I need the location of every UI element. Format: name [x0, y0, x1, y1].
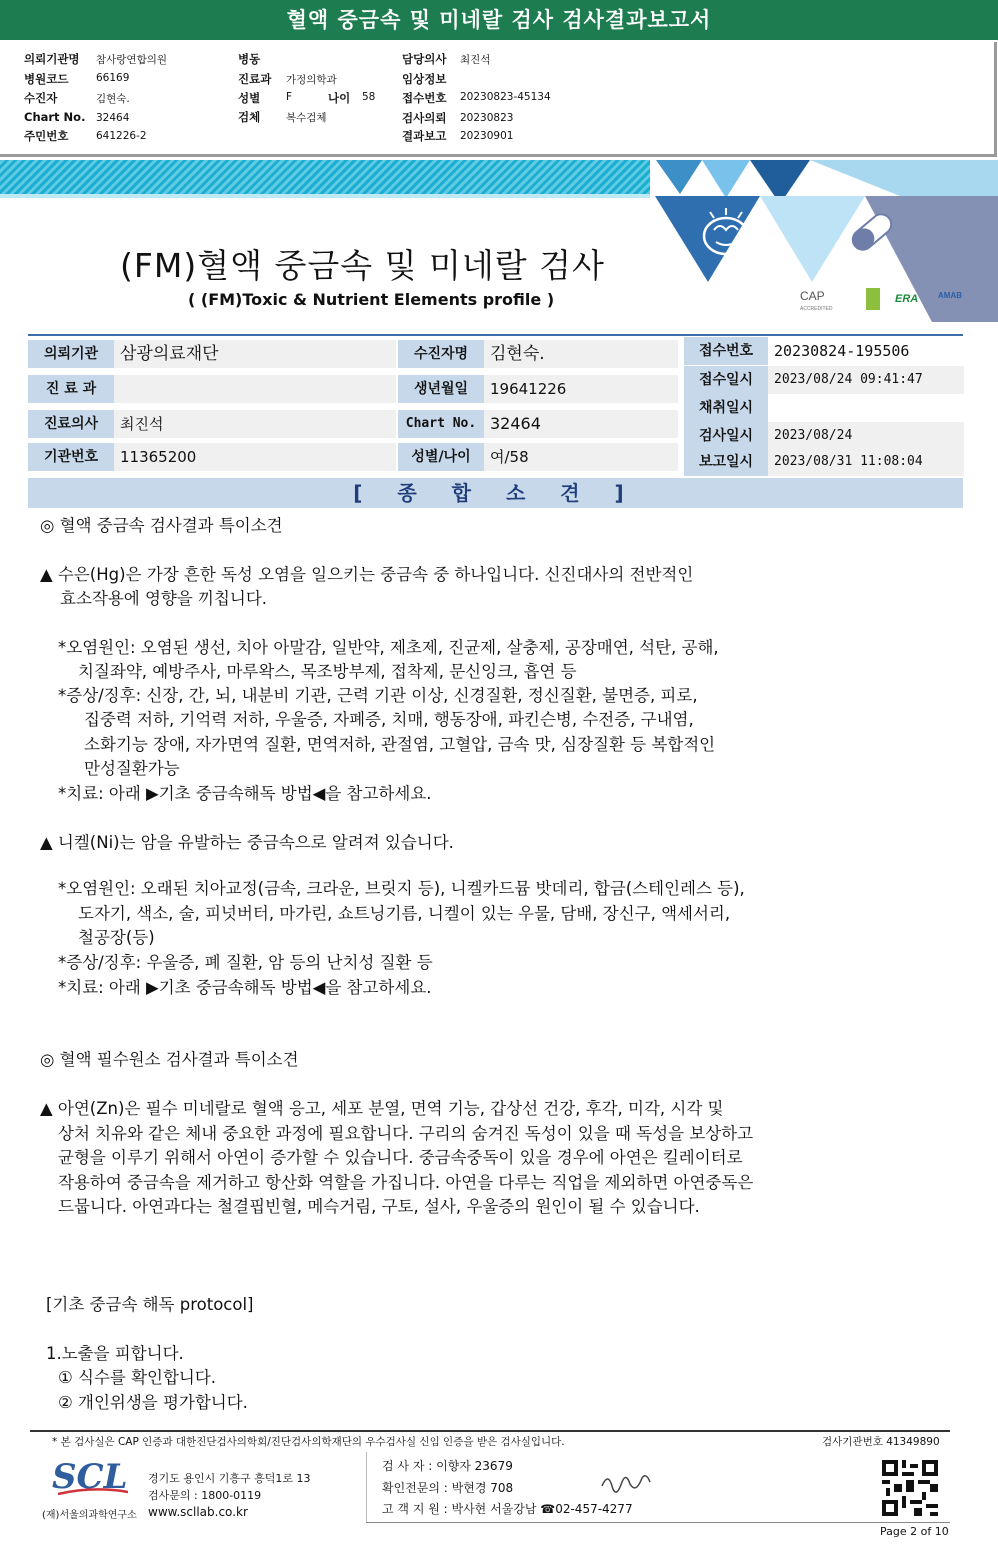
receipt-dt-value: 2023/08/24 09:41:47 — [768, 366, 964, 394]
doctor-label-2: 진료의사 — [28, 410, 114, 438]
sex-age-label: 성별/나이 — [398, 443, 484, 471]
receipt-value: 20230823-45134 — [460, 91, 551, 103]
receipt-no-label: 접수번호 — [684, 337, 768, 365]
sex-value: F — [286, 91, 293, 103]
request-label: 검사의뢰 — [402, 111, 447, 125]
qr-code[interactable] — [882, 1460, 938, 1516]
specimen-value: 복수검체 — [286, 112, 327, 124]
org-no-label: 기관번호 — [28, 443, 114, 471]
section-heading-essential: ◎ 혈액 필수원소 검사결과 특이소견 — [40, 1050, 299, 1069]
nickel-symptom: *증상/징후: 우울증, 폐 질환, 암 등의 난치성 질환 등 — [58, 953, 433, 972]
receipt-no-value: 20230824-195506 — [768, 337, 964, 365]
mercury-symptom-cont: 집중력 저하, 기억력 저하, 우울증, 자폐증, 치매, 행동장애, 파킨슨병, 수전증, 구내염, — [84, 710, 694, 729]
dept-value: 가정의학과 — [286, 74, 337, 86]
rrn-label: 주민번호 — [24, 129, 69, 143]
chart-no-label: Chart No. — [398, 410, 484, 438]
mercury-source: *오염원인: 오염된 생선, 치아 아말감, 일반약, 제초제, 진균제, 살충제, 공장매연, 석탄, 공해, — [58, 638, 719, 657]
scl-name: (재)서울의과학연구소 — [42, 1510, 137, 1521]
era-logo: ERA — [895, 293, 919, 305]
request-value: 20230823 — [460, 112, 514, 124]
nickel-source-cont: 철공장(등) — [78, 928, 155, 947]
dept-value-2 — [114, 375, 396, 403]
scl-logo: SCL — [52, 1457, 128, 1497]
chart-label: Chart No. — [24, 110, 86, 124]
result-value: 20230901 — [460, 130, 514, 142]
birth-value: 19641226 — [484, 375, 678, 403]
test-dt-value: 2023/08/24 — [768, 422, 964, 450]
sex-age-value: 여/58 — [484, 443, 678, 471]
scl-logo-swoosh — [58, 1488, 128, 1496]
collect-value — [768, 394, 964, 422]
footer-bottom-rule — [366, 1522, 950, 1523]
specialist: 확인전문의 : 박현경 708 — [382, 1481, 514, 1495]
birth-label: 생년월일 — [398, 375, 484, 403]
summary-header: [ 종 합 소 견 ] — [28, 478, 963, 508]
zinc-intro: ▲ 아연(Zn)은 필수 미네랄로 혈액 응고, 세포 분열, 면역 기능, 갑상선 건강, 후각, 미각, 시각 및 — [40, 1099, 724, 1118]
hospital-code-value: 66169 — [96, 72, 130, 84]
hospital-code-label: 병원코드 — [24, 72, 69, 86]
rrn-value: 641226-2 — [96, 130, 147, 142]
tester: 검 사 자 : 이향자 23679 — [382, 1459, 513, 1473]
protocol-substep: ① 식수를 확인합니다. — [58, 1368, 217, 1387]
requester-label: 의뢰기관명 — [24, 52, 80, 66]
nickel-source: *오염원인: 오래된 치아교정(금속, 크라운, 브릿지 등), 니켈카드뮴 밧데리, 합금(스테인레스 등), — [58, 879, 745, 898]
sex-label: 성별 — [238, 91, 261, 105]
cap-logo-sub: ACCREDITED — [800, 306, 833, 312]
table-top-rule — [28, 334, 963, 336]
lm-logo — [866, 288, 880, 310]
website: www.scllab.co.kr — [148, 1505, 248, 1519]
dept-label: 진료과 — [238, 72, 272, 86]
patient-value: 김현숙. — [96, 93, 130, 105]
protocol-substep: ② 개인위생을 평가합니다. — [58, 1393, 248, 1412]
header-graphic — [650, 160, 998, 322]
result-label: 결과보고 — [402, 129, 447, 143]
section-heading-heavy-metal: ◎ 혈액 중금속 검사결과 특이소견 — [40, 516, 283, 535]
patient-name-value: 김현숙. — [484, 340, 678, 368]
mercury-symptom-cont: 소화기능 장애, 자가면역 질환, 면역저하, 관절염, 고혈압, 금속 맛, 심장질환 등 복합적인 — [84, 735, 716, 754]
address: 경기도 용인시 기흥구 흥덕1로 13 — [148, 1472, 311, 1485]
nickel-source-cont: 도자기, 색소, 술, 피넛버터, 마가린, 쇼트닝기름, 니켈이 있는 우물, 담배, 장신구, 액세서리, — [78, 904, 731, 923]
mercury-intro: ▲ 수은(Hg)은 가장 흔한 독성 오염을 일으키는 중금속 중 하나입니다. 신진대사의 전반적인 — [40, 565, 694, 584]
doctor-value: 최진석 — [460, 54, 491, 66]
nickel-treatment: *치료: 아래 ▶기초 중금속해독 방법◀을 참고하세요. — [58, 978, 432, 997]
mercury-symptom: *증상/징후: 신장, 간, 뇌, 내분비 기관, 근력 기관 이상, 신경질환, 정신질환, 불면증, 피로, — [58, 686, 698, 705]
org-no-value: 11365200 — [114, 443, 396, 471]
protocol-step: 1.노출을 피합니다. — [46, 1344, 184, 1363]
receipt-dt-label: 접수일시 — [684, 366, 768, 394]
amab-logo: AMAB — [938, 291, 962, 300]
mercury-symptom-cont: 만성질환가능 — [84, 759, 180, 778]
footer-divider — [366, 1452, 367, 1522]
age-label: 나이 — [328, 91, 351, 105]
order-info-panel — [0, 42, 997, 157]
page-number: Page 2 of 10 — [880, 1525, 949, 1538]
mercury-treatment: *치료: 아래 ▶기초 중금속해독 방법◀을 참고하세요. — [58, 784, 432, 803]
report-title: (FM)혈액 중금속 및 미네랄 검사 — [120, 246, 605, 285]
patient-label: 수진자 — [24, 91, 58, 105]
patient-name-label: 수진자명 — [398, 340, 484, 368]
zinc-cont: 상처 치유와 같은 체내 중요한 과정에 필요합니다. 구리의 숨겨진 독성이 있을 때 독성을 보상하고 — [58, 1124, 754, 1143]
doctor-label: 담당의사 — [402, 52, 447, 66]
zinc-cont: 작용하여 중금속을 제거하고 항산화 역할을 가집니다. 아연을 다루는 직업을 제외하면 아연중독은 — [58, 1173, 754, 1192]
phone: 검사문의 : 1800-0119 — [148, 1489, 262, 1502]
footer-rule — [30, 1430, 950, 1432]
zinc-cont: 드뭅니다. 아연과다는 철결핍빈혈, 메슥거림, 구토, 설사, 우울증의 원인이 될 수 있습니다. — [58, 1197, 700, 1216]
age-value: 58 — [362, 91, 376, 103]
chart-no-value: 32464 — [484, 410, 678, 438]
doctor-value-2: 최진석 — [114, 410, 396, 438]
zinc-cont: 균형을 이루기 위해서 아연이 증가할 수 있습니다. 중금속중독이 있을 경우에 아연은 킬레이터로 — [58, 1148, 743, 1167]
institution-value: 삼광의료재단 — [114, 340, 396, 368]
org-number: 검사기관번호 41349890 — [822, 1436, 940, 1448]
report-banner-title: 혈액 중금속 및 미네랄 검사 검사결과보고서 — [0, 0, 998, 40]
report-subtitle: ( (FM)Toxic & Nutrient Elements profile ) — [188, 290, 555, 309]
mercury-intro-cont: 효소작용에 영향을 끼칩니다. — [60, 589, 268, 608]
nickel-intro: ▲ 니켈(Ni)는 암을 유발하는 중금속으로 알려져 있습니다. — [40, 833, 454, 852]
test-dt-label: 검사일시 — [684, 422, 768, 450]
collect-label: 채취일시 — [684, 394, 768, 422]
support: 고 객 지 원 : 박사현 서울강남 ☎02-457-4277 — [382, 1502, 633, 1516]
mercury-source-cont: 치질좌약, 예방주사, 마루왁스, 목조방부제, 접착제, 문신잉크, 흡연 등 — [78, 662, 577, 681]
clinical-label: 임상정보 — [402, 72, 447, 86]
specimen-label: 검체 — [238, 110, 261, 124]
protocol-heading: [기초 중금속 해독 protocol] — [46, 1295, 254, 1314]
report-dt-label: 보고일시 — [684, 448, 768, 476]
institution-label: 의뢰기관 — [28, 340, 114, 368]
chart-value: 32464 — [96, 112, 130, 124]
cap-logo: CAP — [800, 289, 825, 303]
signature — [598, 1470, 654, 1494]
dept-label-2: 진 료 과 — [28, 375, 114, 403]
ward-label: 병동 — [238, 52, 261, 66]
requester-value: 참사랑연합의원 — [96, 54, 168, 66]
cert-note: * 본 검사실은 CAP 인증과 대한진단검사의학회/진단검사의학재단의 우수검사실 신임 인증을 받은 검사실입니다. — [52, 1436, 565, 1448]
receipt-label: 접수번호 — [402, 91, 447, 105]
report-dt-value: 2023/08/31 11:08:04 — [768, 448, 964, 476]
